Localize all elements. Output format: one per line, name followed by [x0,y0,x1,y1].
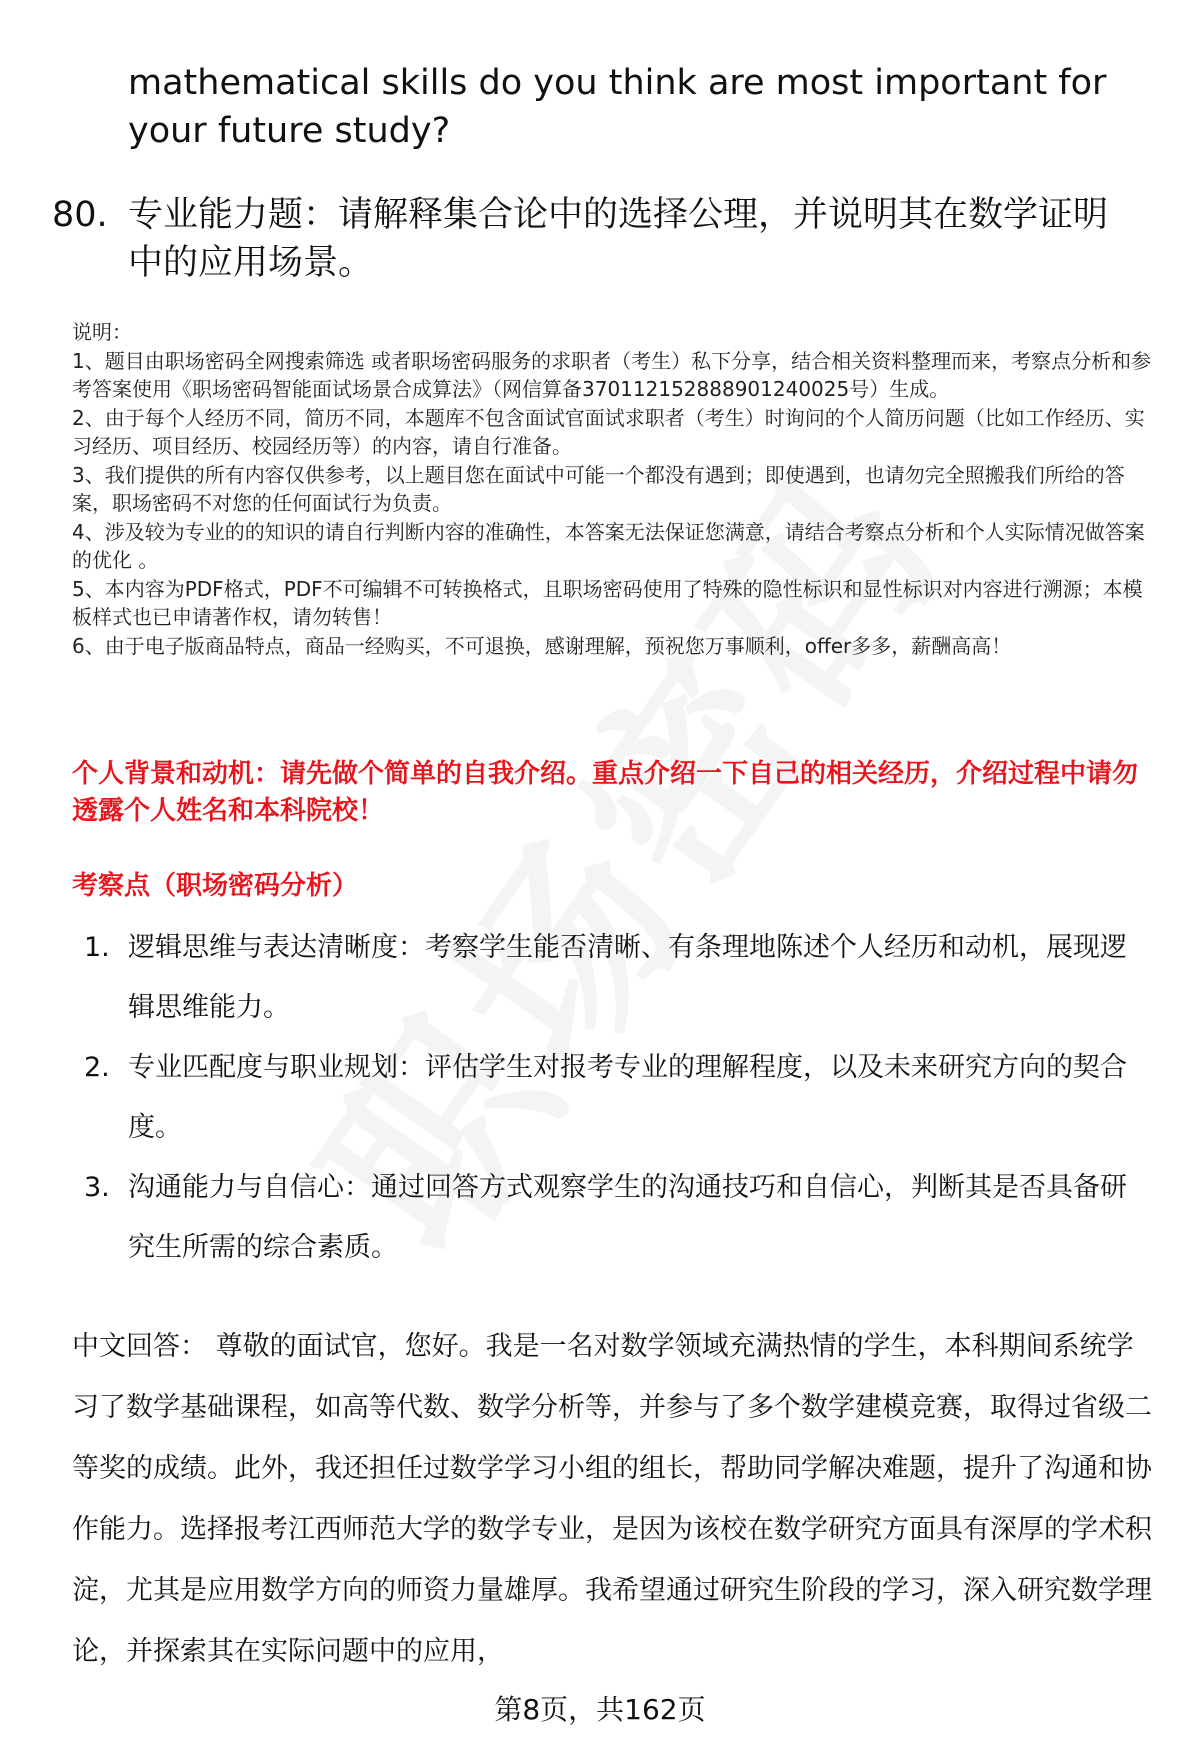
list-text: 逻辑思维与表达清晰度：考察学生能否清晰、有条理地陈述个人经历和动机，展现逻辑思维能力。 [128,932,1127,1023]
list-text: 专业匹配度与职业规划：评估学生对报考专业的理解程度，以及未来研究方向的契合度。 [128,1052,1127,1143]
list-number: 2. [84,1052,110,1083]
note-item: 5、本内容为PDF格式，PDF不可编辑不可转换格式，且职场密码使用了特殊的隐性标识和显性标识对内容进行溯源；本模板样式也已申请著作权，请勿转售！ [72,576,1143,629]
question-80-line-2: 中的应用场景。 [128,243,374,283]
list-item [0,1038,1200,1158]
note-item: 6、由于电子版商品特点，商品一经购买，不可退换，感谢理解，预祝您万事顺利，offer多多，薪酬高高！ [72,633,1012,658]
disclaimer-notes [72,318,1162,660]
question-79-line-1: mathematical skills do you think are most important for [128,63,1107,103]
analysis-heading: 考察点（职场密码分析） [72,871,359,901]
question-heading: 个人背景和动机：请先做个简单的自我介绍。重点介绍一下自己的相关经历，介绍过程中请勿透露个人姓名和本科院校！ [72,759,1139,826]
list-item [0,1158,1200,1278]
chinese-answer: 中文回答： 尊敬的面试官，您好。我是一名对数学领域充满热情的学生，本科期间系统学习了数学基础课程，如高等代数、数学分析等，并参与了多个数学建模竞赛，取得过省级二等奖的成绩。此外，我还担任过数学学习小组的组长，帮助同学解决难题，提升了沟通和协作能力。选择报考江西师范大学的数学专业，是因为该校在数学研究方面具有深厚的学术积淀，尤其是应用数学方向的师资力量雄厚。我希望通过研究生阶段的学习，深入研究数学理论，并探索其在实际问题中的应用， [72,1331,1152,1667]
note-item: 4、涉及较为专业的的知识的请自行判断内容的准确性，本答案无法保证您满意，请结合考察点分析和个人实际情况做答案的优化 。 [72,519,1145,572]
note-item: 2、由于每个人经历不同，简历不同，本题库不包含面试官面试求职者（考生）时询问的个人简历问题（比如工作经历、实习经历、项目经历、校园经历等）的内容，请自行准备。 [72,405,1145,458]
list-item [0,918,1200,1038]
analysis-list [0,918,1200,1278]
note-item: 3、我们提供的所有内容仅供参考，以上题目您在面试中可能一个都没有遇到；即使遇到，也请勿完全照搬我们所给的答案，职场密码不对您的任何面试行为负责。 [72,462,1125,515]
question-80-line-1: 专业能力题：请解释集合论中的选择公理，并说明其在数学证明 [128,195,1109,235]
list-number: 3. [84,1172,110,1203]
note-item: 1、题目由职场密码全网搜索筛选 或者职场密码服务的求职者（考生）私下分享，结合相关资料整理而来，考察点分析和参考答案使用《职场密码智能面试场景合成算法》（网信算备370112152888901240025号）生成。 [72,348,1152,401]
page-footer: 第8页，共162页 [494,1693,706,1726]
question-79-line-2: your future study? [128,111,451,151]
list-text: 沟通能力与自信心：通过回答方式观察学生的沟通技巧和自信心，判断其是否具备研究生所需的综合素质。 [128,1172,1127,1263]
question-80-number: 80. [52,195,108,235]
notes-title: 说明： [72,320,132,344]
list-number: 1. [84,932,110,963]
